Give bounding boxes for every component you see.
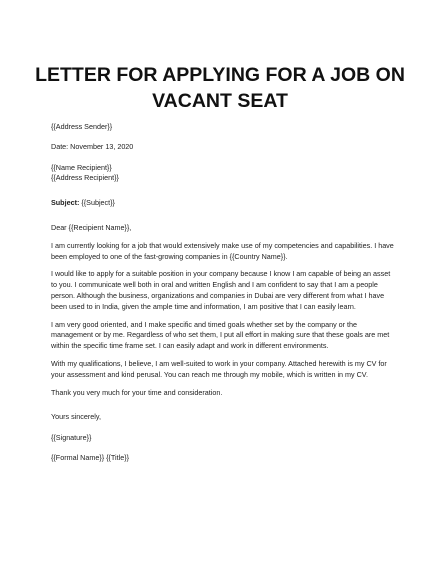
paragraph-3: I am very good oriented, and I make specific and timed goals whether set by the company or the management or by me. Regardless of who set them, I put all effort in making sure that these goals are met within the specific time frame set. I can easily adapt and work in different environments. xyxy=(51,319,390,351)
title-line-1: LETTER FOR APPLYING FOR A JOB ON xyxy=(35,64,405,86)
closing: Yours sincerely, xyxy=(51,412,101,422)
letter-body xyxy=(51,122,396,464)
letter-date: Date: November 13, 2020 xyxy=(51,142,134,152)
paragraph-5: Thank you very much for your time and consideration. xyxy=(51,387,223,397)
paragraph-4: With my qualifications, I believe, I am well-suited to work in your company. Attached herewith is my CV for your assessment and kind perusal. You can reach me through my mobile, which is written in my CV. xyxy=(51,358,387,379)
recipient-address: {{Address Recipient}} xyxy=(51,173,119,183)
paragraph-2: I would like to apply for a suitable position in your company because I know I am capable of being an asset to you. I communicate well both in oral and written English and I am confident to say that I am a people person. Although the business, organizations and companies in Dubai are very different from what I have been used to in India, given the ample time and information, I am positive that I can easily learn. xyxy=(51,269,391,311)
recipient-name: {{Name Recipient}} xyxy=(51,162,112,172)
salutation: Dear {{Recipient Name}}, xyxy=(51,222,132,232)
title-line-2: VACANT SEAT xyxy=(152,90,288,112)
signature: {{Signature}} xyxy=(51,432,92,442)
letter-title xyxy=(0,62,440,114)
paragraph-1: I am currently looking for a job that would extensively make use of my competencies and capabilities. I have been employed to one of the fast-growing companies in {{Country Name}}. xyxy=(51,240,394,261)
subject-line xyxy=(51,198,396,209)
subject-value: {{Subject}} xyxy=(79,198,115,208)
subject-label: Subject: xyxy=(51,198,80,208)
formal-name: {{Formal Name}} {{Title}} xyxy=(51,452,130,462)
sender-address: {{Address Sender}} xyxy=(51,122,113,131)
